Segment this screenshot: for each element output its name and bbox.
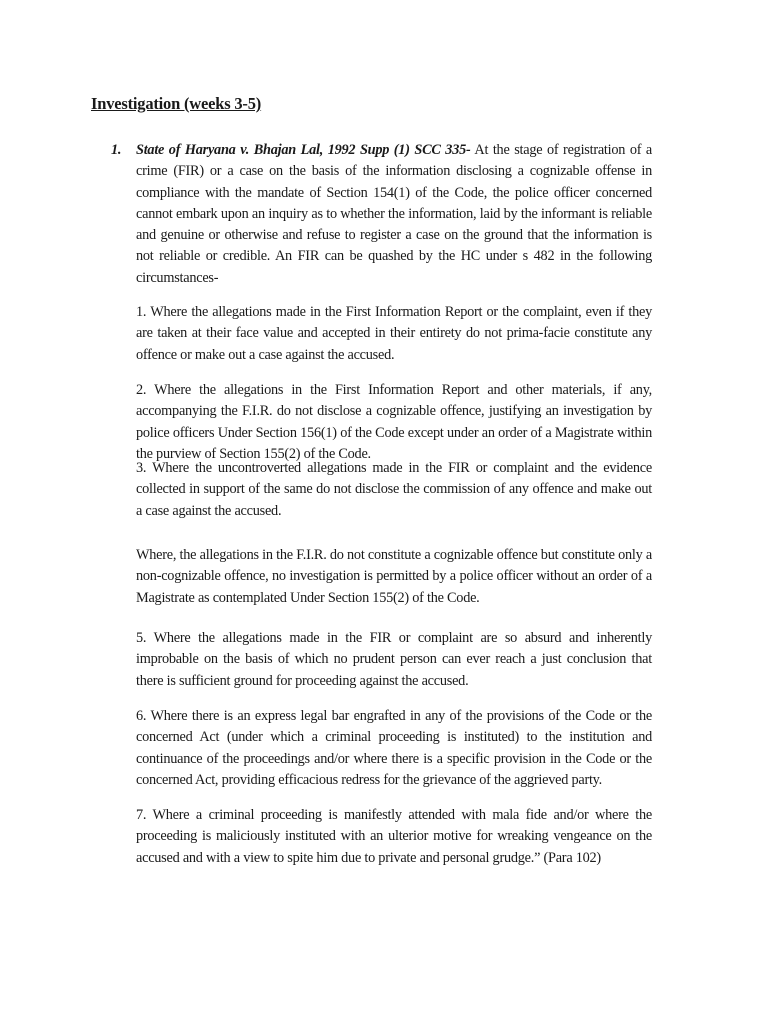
- circumstance-paragraph: 2. Where the allegations in the First Information Report and other materials, if any, accompanying the F.I.R. do not disclose a cognizable offence, justifying an investigation by police officers Under Section 156(1) of the Code except under an order of a Magistrate within the purview of Section 155(2) of the Code.: [136, 382, 652, 462]
- list-number: 1.: [111, 142, 122, 158]
- circumstance-paragraph: 5. Where the allegations made in the FIR or complaint are so absurd and inherently improbable on the basis of which no prudent person can ever reach a just conclusion that there is sufficient ground for proceeding against the accused.: [136, 630, 652, 689]
- circumstance-paragraph: 7. Where a criminal proceeding is manifestly attended with mala fide and/or where the proceeding is maliciously instituted with an ulterior motive for wreaking vengeance on the accused and with a view to spite him due to private and personal grudge.” (Para 102): [136, 807, 652, 866]
- case-citation: State of Haryana v. Bhajan Lal, 1992 Supp (1) SCC 335-: [136, 142, 471, 158]
- case-text: At the stage of registration of a crime (FIR) or a case on the basis of the information disclosing a cognizable offense in compliance with the mandate of Section 154(1) of the Code, the police officer concerned cannot embark upon an inquiry as to whether the information, laid by the informant is reliable and genuine or otherwise and refuse to register a case on the ground that the information is not reliable or credible. An FIR can be quashed by the HC under s 482 in the following circumstances-: [136, 142, 652, 286]
- circumstance-paragraph: 1. Where the allegations made in the First Information Report or the complaint, even if they are taken at their face value and accepted in their entirety do not prima-facie constitute any offence or make out a case against the accused.: [136, 304, 652, 363]
- section-heading: Investigation (weeks 3-5): [91, 94, 262, 113]
- case-entry: [111, 140, 652, 289]
- circumstance-paragraph: 3. Where the uncontroverted allegations made in the FIR or complaint and the evidence collected in support of the same do not disclose the commission of any offence and make out a case against the accused.: [136, 460, 652, 519]
- circumstance-paragraph: 6. Where there is an express legal bar engrafted in any of the provisions of the Code or the concerned Act (under which a criminal proceeding is instituted) to the institution and continuance of the proceedings and/or where there is a specific provision in the Code or the concerned Act, providing efficacious redress for the grievance of the aggrieved party.: [136, 708, 652, 788]
- circumstance-paragraph: Where, the allegations in the F.I.R. do not constitute a cognizable offence but constitute only a non-cognizable offence, no investigation is permitted by a police officer without an order of a Magistrate as contemplated Under Section 155(2) of the Code.: [136, 547, 652, 606]
